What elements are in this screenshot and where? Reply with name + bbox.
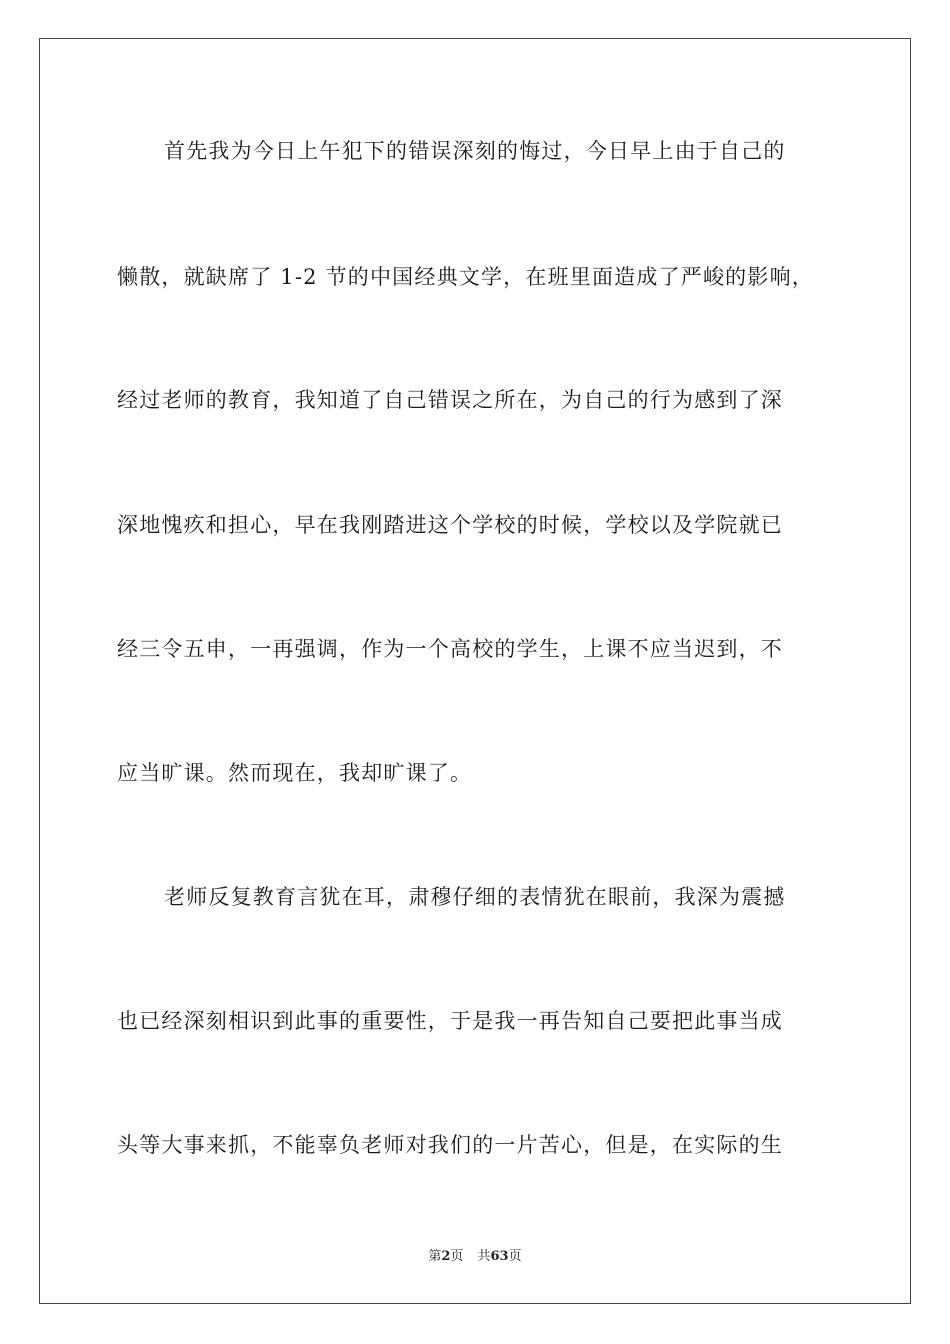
text-line: 老师反复教育言犹在耳，肃穆仔细的表情犹在眼前，我深为震撼 — [164, 885, 786, 909]
text-line: 也已经深刻相识到此事的重要性，于是我一再告知自己要把此事当成 — [117, 1009, 783, 1033]
total-prefix: 共 — [477, 1249, 491, 1264]
text-line: 头等大事来抓，不能辜负老师对我们的一片苦心，但是，在实际的生 — [117, 1133, 783, 1157]
text-line: 经三令五申，一再强调，作为一个高校的学生，上课不应当迟到，不 — [117, 637, 783, 661]
page-suffix: 页 — [450, 1249, 464, 1264]
total-pages: 63 — [490, 1249, 509, 1264]
text-line: 首先我为今日上午犯下的错误深刻的悔过，今日早上由于自己的 — [164, 139, 786, 163]
text-line: 经过老师的教育，我知道了自己错误之所在，为自己的行为感到了深 — [117, 388, 783, 412]
page-border — [39, 38, 911, 1304]
total-suffix: 页 — [508, 1249, 522, 1264]
page-prefix: 第 — [428, 1249, 442, 1264]
text-line: 应当旷课。然而现在，我却旷课了。 — [117, 761, 473, 785]
page-number: 2 — [441, 1249, 451, 1264]
text-line: 懒散，就缺席了 1-2 节的中国经典文学，在班里面造成了严峻的影响， — [117, 265, 814, 289]
page-footer — [0, 1248, 950, 1266]
text-line: 深地愧疚和担心，早在我刚踏进这个学校的时候，学校以及学院就已 — [117, 513, 783, 537]
